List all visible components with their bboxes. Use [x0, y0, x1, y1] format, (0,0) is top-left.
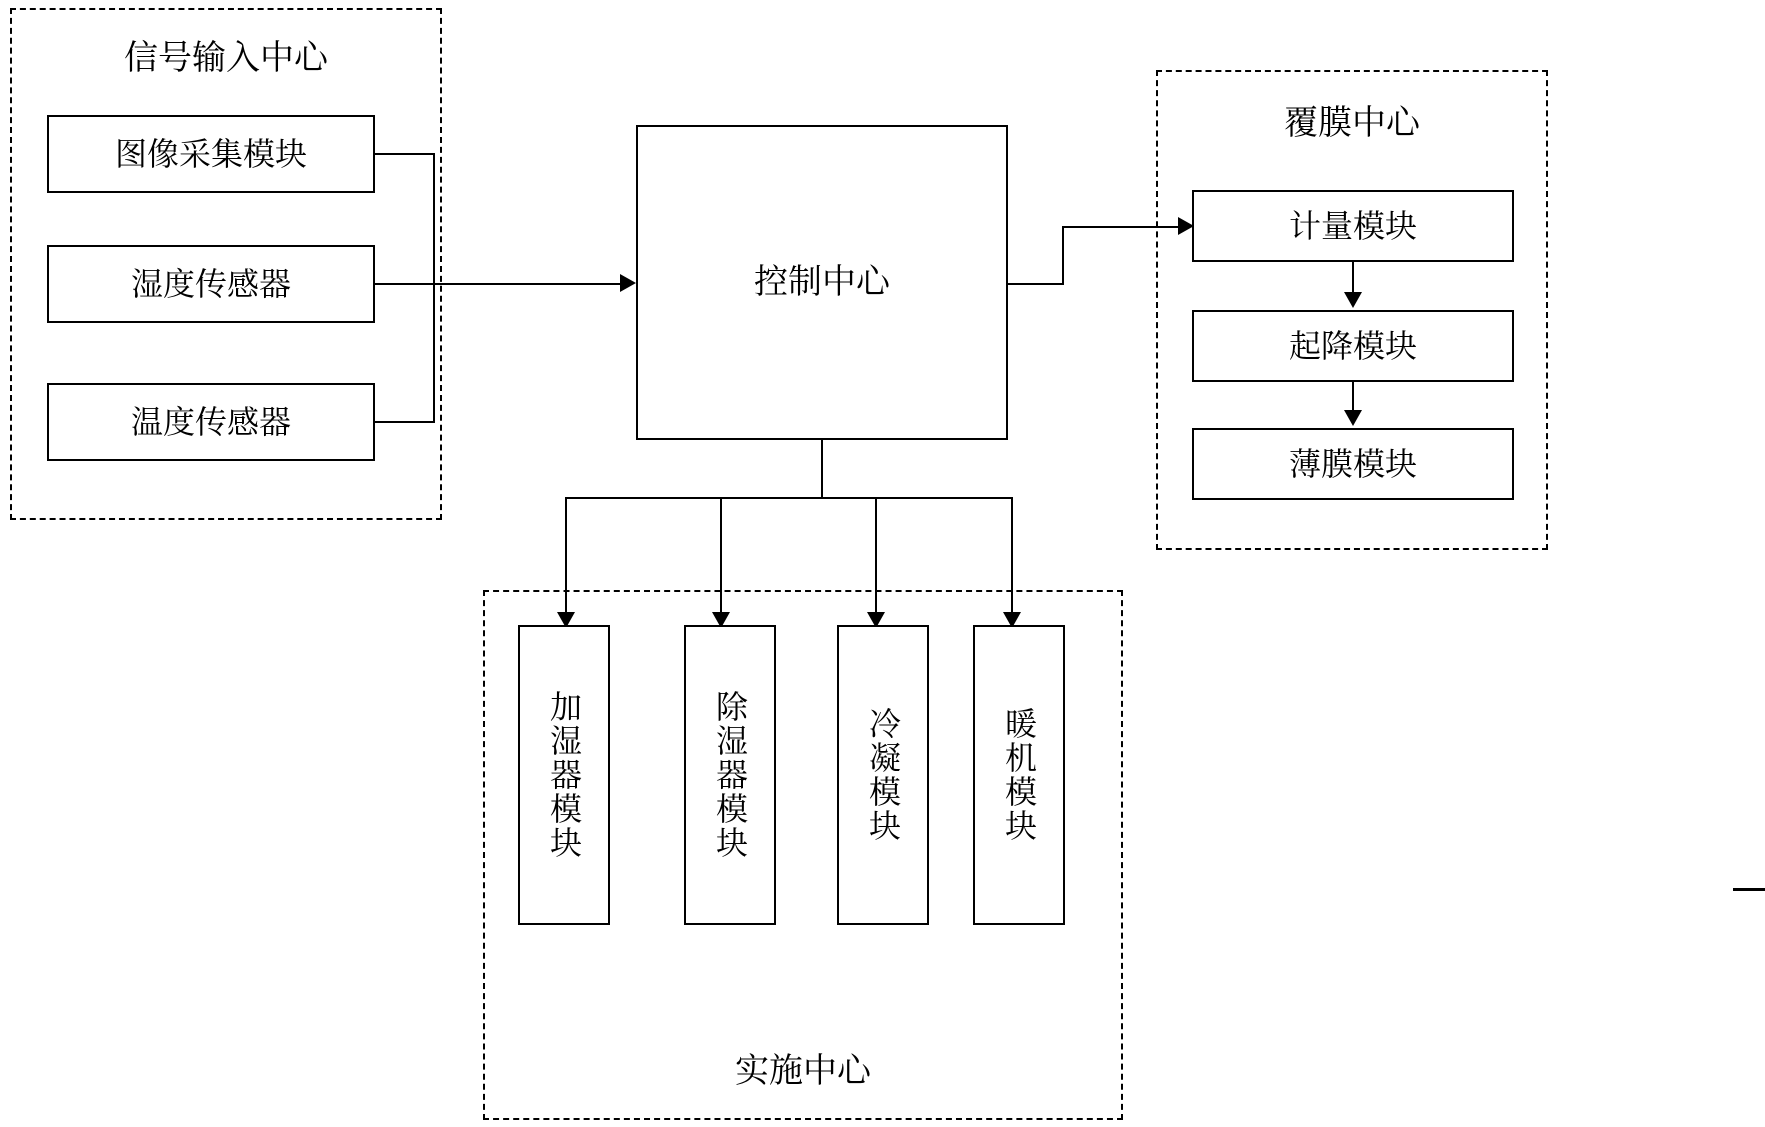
node-dehumidifier-module: 除湿器模块 [684, 625, 776, 925]
connector-control-to-coating-rise [1062, 226, 1064, 285]
node-humidity-sensor: 湿度传感器 [47, 245, 375, 323]
node-temperature-sensor: 温度传感器 [47, 383, 375, 461]
connector-image-capture-drop [433, 153, 435, 283]
connector-image-capture [375, 153, 435, 155]
group-implement-title: 实施中心 [735, 1052, 871, 1090]
arrow-metering-to-lift [1344, 292, 1362, 308]
node-film-module: 薄膜模块 [1192, 428, 1514, 500]
node-condensation-module: 冷凝模块 [837, 625, 929, 925]
group-coating-title: 覆膜中心 [1284, 104, 1420, 142]
connector-control-down [821, 440, 823, 498]
arrow-lift-to-film [1344, 410, 1362, 426]
node-metering-module: 计量模块 [1192, 190, 1514, 262]
arrow-signal-to-control [620, 274, 636, 292]
connector-metering-to-lift [1352, 262, 1354, 294]
node-humidifier-module: 加湿器模块 [518, 625, 610, 925]
connector-signal-bus-to-control [375, 283, 623, 285]
node-lift-module: 起降模块 [1192, 310, 1514, 382]
node-heater-module: 暖机模块 [973, 625, 1065, 925]
page-edge-mark [1733, 888, 1765, 891]
connector-temperature-sensor [375, 421, 435, 423]
connector-control-to-coating-a [1008, 283, 1064, 285]
connector-lift-to-film [1352, 382, 1354, 412]
node-control-center: 控制中心 [636, 125, 1008, 440]
connector-implement-bus [565, 497, 1013, 499]
node-image-capture: 图像采集模块 [47, 115, 375, 193]
group-signal-input-title: 信号输入中心 [124, 39, 328, 77]
connector-temperature-sensor-rise [433, 283, 435, 423]
